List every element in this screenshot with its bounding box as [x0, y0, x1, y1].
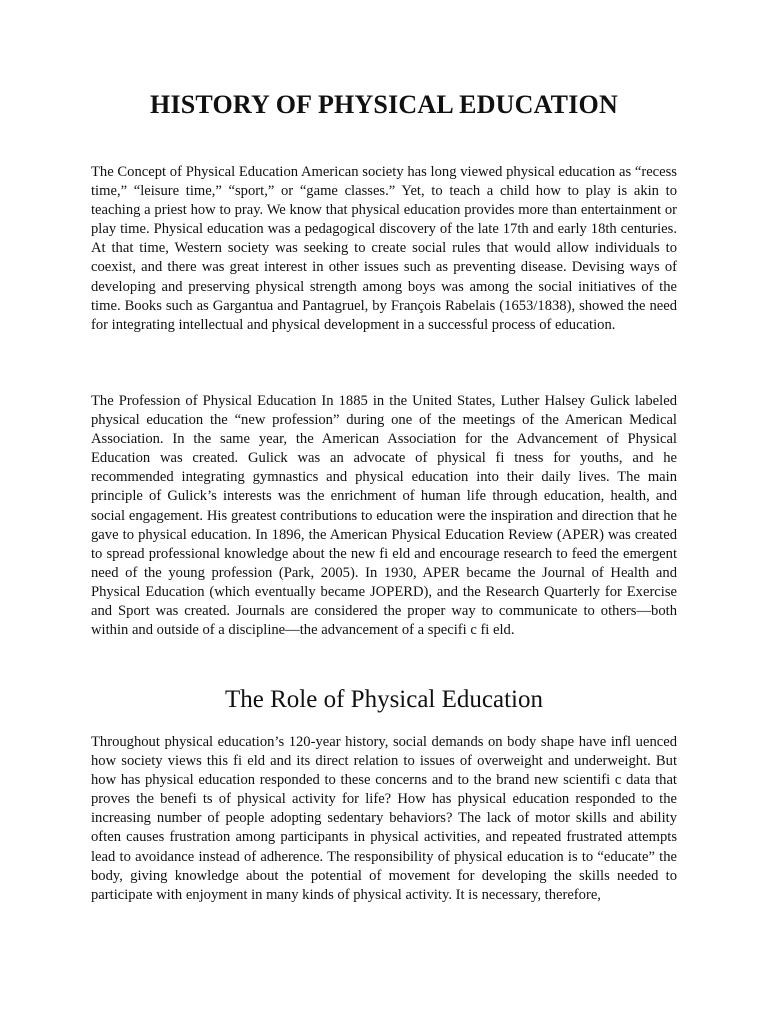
document-title: HISTORY OF PHYSICAL EDUCATION [150, 90, 618, 119]
paragraph-concept: The Concept of Physical Education American society has long viewed physical education as “recess time,” “leisure time,” “sport,” or “game classes.” Yet, to teach a child how to play is akin to teaching a priest how to pray. We know that physical education provides more than entertainment or play time. Physical education was a pedagogical discovery of the late 17th and early 18th centuries. At that time, Western society was seeking to create social rules that would allow individuals to coexist, and there was great interest in other issues such as preventing disease. Devising ways of developing and preserving physical strength among boys was among the social initiatives of the time. Books such as Gargantua and Pantagruel, by François Rabelais (1653/1838), showed the need for integrating intellectual and physical development in a successful process of education. [91, 164, 677, 333]
paragraph-profession: The Profession of Physical Education In 1885 in the United States, Luther Halsey Gulick labeled physical education the “new profession” during one of the meetings of the American Medical Association. In the same year, the American Association for the Advancement of Physical Education was created. Gulick was an advocate of physical fi tness for youths, and he recommended integrating gymnastics and physical education into their daily lives. The main principle of Gulick’s interests was the enrichment of human life through education, health, and social engagement. His greatest contributions to education were the inspiration and direction that he gave to physical education. In 1896, the American Physical Education Review (APER) was created to spread professional knowledge about the new fi eld and encourage research to feed the emergent need of the young profession (Park, 2005). In 1930, APER became the Journal of Health and Physical Education (which eventually became JOPERD), and the Research Quarterly for Exercise and Sport was created. Journals are considered the proper way to communicate to others—both within and outside of a discipline—the advancement of a specifi c fi eld. [91, 393, 677, 639]
section-heading-role: The Role of Physical Education [225, 686, 543, 713]
paragraph-role: Throughout physical education’s 120-year history, social demands on body shape have infl uenced how society views this fi eld and its direct relation to issues of overweight and underweight. But how has physical education responded to these concerns and to the brand new scientifi c data that proves the benefi ts of physical activity for life? How has physical education responded to the increasing number of people adopting sedentary behaviors? The lack of motor skills and ability often causes frustration among participants in physical activities, and repeated frustrated attempts lead to avoidance instead of adherence. The responsibility of physical education is to “educate” the body, giving knowledge about the potential of movement for developing the skills needed to participate with enjoyment in many kinds of physical activity. It is necessary, therefore, [91, 734, 677, 903]
